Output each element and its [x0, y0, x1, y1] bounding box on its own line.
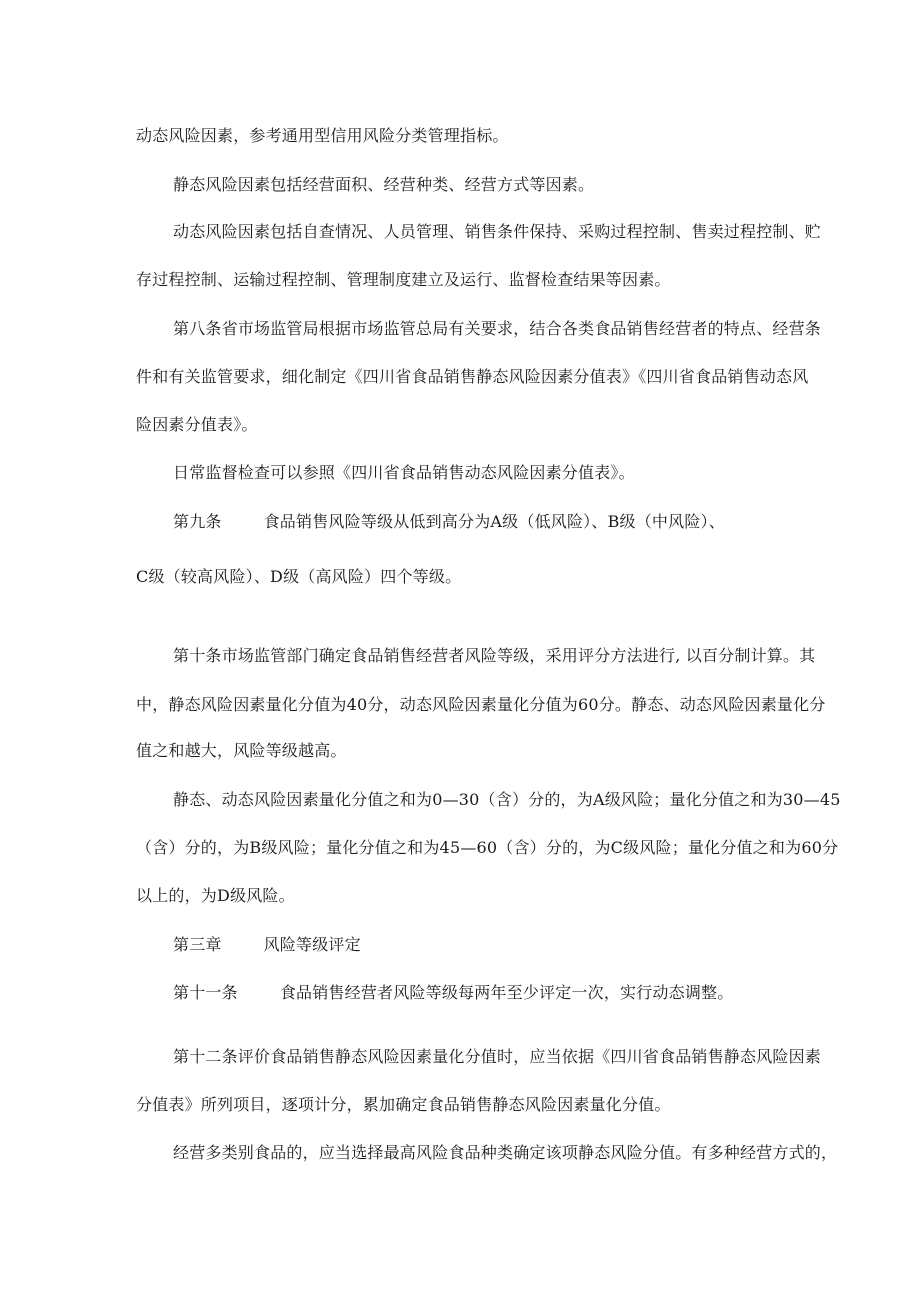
article-9-text: 食品销售风险等级从低到高分为A级（低风险）、B级（中风险）、 [263, 512, 725, 531]
article-10-line1: 第十条市场监管部门确定食品销售经营者风险等级，采用评分方法进行, 以百分制计算。其 [173, 646, 816, 665]
paragraph-daily-supervision: 日常监督检查可以参照《四川省食品销售动态风险因素分值表》。 [173, 463, 635, 482]
article-11-label: 第十一条 [173, 983, 238, 1002]
article-12-line1: 第十二条评价食品销售静态风险因素量化分值时，应当依据《四川省食品销售静态风险因素 [173, 1047, 822, 1066]
article-9-label: 第九条 [173, 512, 222, 531]
article-10-line2: 中，静态风险因素量化分值为40分，动态风险因素量化分值为60分。静态、动态风险因素量化分 [136, 695, 826, 714]
article-11 [173, 982, 733, 1004]
chapter-3-label: 第三章 [173, 935, 222, 954]
risk-score-ranges-line3: 以上的，为D级风险。 [136, 886, 295, 905]
paragraph-static-risk-factors: 静态风险因素包括经营面积、经营种类、经营方式等因素。 [173, 175, 595, 194]
article-8-line1: 第八条省市场监管局根据市场监管总局有关要求，结合各类食品销售经营者的特点、经营条 [173, 319, 822, 338]
article-8-line3: 险因素分值表》。 [136, 415, 258, 434]
paragraph-dynamic-risk-factors-line2: 存过程控制、运输过程控制、管理制度建立及运行、监督检查结果等因素。 [136, 270, 671, 289]
article-9-line1 [173, 511, 725, 533]
article-9-line2: C级（较高风险）、D级（高风险）四个等级。 [136, 567, 462, 586]
risk-score-ranges-line1: 静态、动态风险因素量化分值之和为0—30（含）分的，为A级风险；量化分值之和为30—45 [173, 790, 841, 809]
paragraph-dynamic-risk-continuation: 动态风险因素，参考通用型信用风险分类管理指标。 [136, 126, 509, 145]
article-10-line3: 值之和越大，风险等级越高。 [136, 741, 347, 760]
paragraph-multiple-categories: 经营多类别食品的，应当选择最高风险食品种类确定该项静态风险分值。有多种经营方式的， [173, 1143, 838, 1162]
article-12-line2: 分值表》所列项目，逐项计分，累加确定食品销售静态风险因素量化分值。 [136, 1095, 671, 1114]
chapter-3-title: 风险等级评定 [263, 935, 361, 954]
chapter-3-heading [173, 934, 361, 956]
article-8-line2: 件和有关监管要求，细化制定《四川省食品销售静态风险因素分值表》《四川省食品销售动态风 [136, 367, 809, 386]
article-11-text: 食品销售经营者风险等级每两年至少评定一次，实行动态调整。 [279, 983, 734, 1002]
paragraph-dynamic-risk-factors-line1: 动态风险因素包括自查情况、人员管理、销售条件保持、采购过程控制、售卖过程控制、贮 [173, 222, 822, 241]
risk-score-ranges-line2: （含）分的，为B级风险；量化分值之和为45—60（含）分的，为C级风险；量化分值之和为60分 [136, 838, 839, 857]
